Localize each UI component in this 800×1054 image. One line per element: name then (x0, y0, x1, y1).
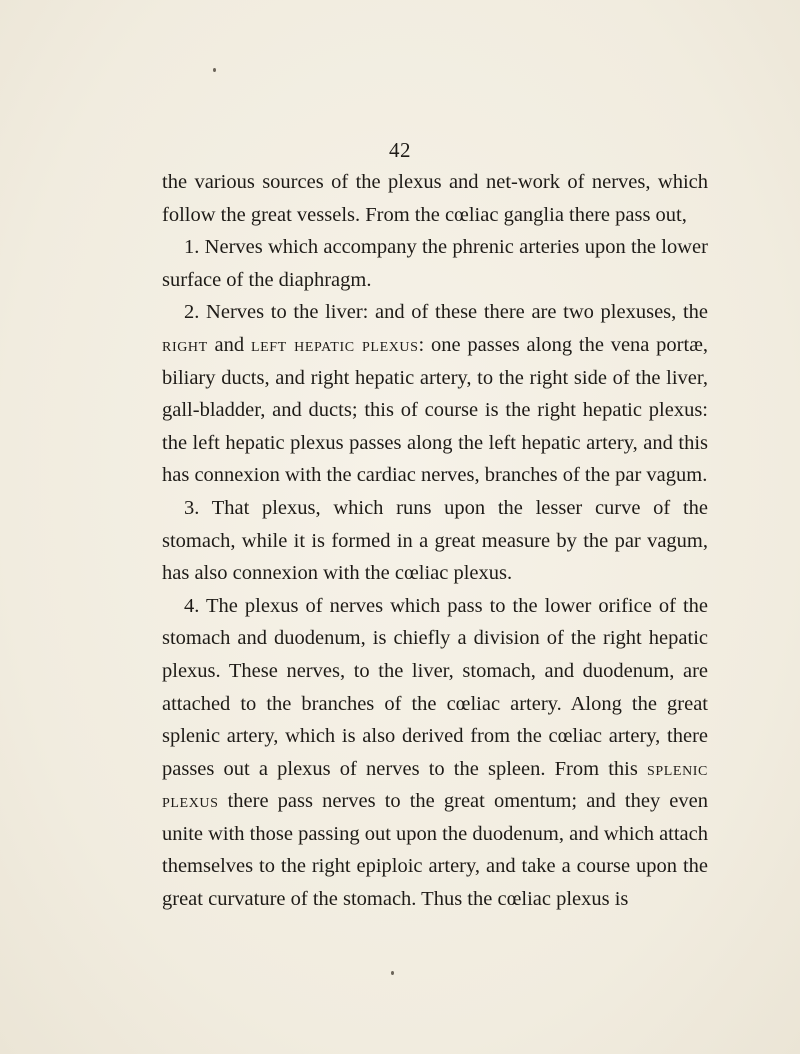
paragraph-4 (162, 590, 708, 916)
body-text (162, 166, 708, 916)
paragraph-2-text-c: : one passes along the vena portæ, biliary ducts, and right hepatic artery, to the right side of the liver, gall-bladder, and ducts; this of course is the right hepatic plexus: the left hepatic plexus passes along the left hepatic artery, and this has connexion with the cardiac nerves, branches of the par vagum. (162, 333, 708, 487)
intro-paragraph: the various sources of the plexus and net-work of nerves, which follow the great vessels. From the cœliac ganglia there pass out, (162, 171, 708, 226)
paragraph-2 (162, 296, 708, 492)
paper-speck (391, 971, 394, 975)
right-hepatic-plexus-term: right (162, 333, 208, 356)
paragraph-2-text-a: 2. Nerves to the liver: and of these there are two plexuses, the (184, 301, 708, 324)
splenic-plexus-term: splenic plexus (162, 757, 708, 813)
paragraph-1: 1. Nerves which accompany the phrenic arteries upon the lower surface of the diaphragm. (162, 236, 708, 291)
paragraph-2-text-b: and (207, 333, 251, 356)
paper-speck (213, 68, 216, 72)
page-number: 42 (389, 138, 411, 162)
paragraph-4-text-a: 4. The plexus of nerves which pass to the lower orifice of the stomach and duodenum, is chiefly a division of the right hepatic plexus. These nerves, to the liver, stomach, and duodenum, are attached to the branches of the cœliac artery. Along the great splenic artery, which is also derived from the cœliac artery, there passes out a plexus of nerves to the spleen. From this (162, 594, 708, 780)
left-hepatic-plexus-term: left hepatic plexus (250, 333, 419, 356)
paragraph-3: 3. That plexus, which runs upon the lesser curve of the stomach, while it is formed in a great measure by the par vagum, has also connexion with the cœliac plexus. (162, 496, 708, 585)
paragraph-4-text-b: there pass nerves to the great omentum; and they even unite with those passing out upon the duodenum, and which attach themselves to the right epiploic artery, and take a course upon the great curvature of the stomach. Thus the cœliac plexus is (162, 790, 709, 911)
